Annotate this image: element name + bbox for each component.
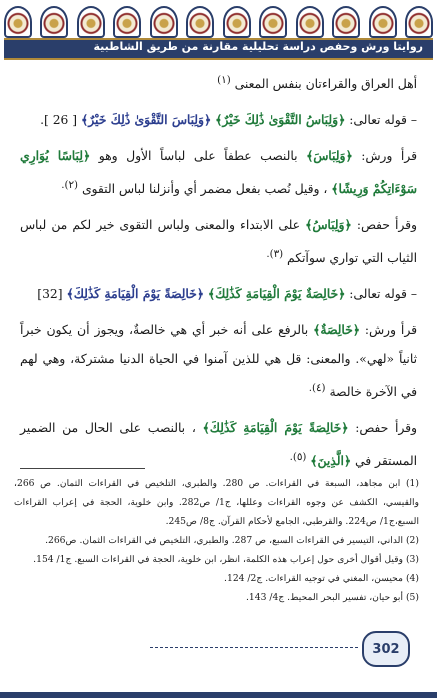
paragraph-1 — [20, 66, 417, 99]
footnote-ref: (٤). — [308, 382, 326, 395]
footnote-3: (3) وقيل أقوال أخرى حول إعراب هذه الكلمة، انظر، ابن خلوية، الحجة في القراءات السبع. ج1/ 154. — [33, 554, 419, 565]
text: ، بالنصب على الحال من الضمير المستقر في — [20, 421, 417, 469]
text: وقرأ حفص: — [356, 218, 417, 233]
text: قرأ ورش: — [364, 323, 417, 338]
footnote-ref: (٣). — [266, 248, 284, 261]
paragraph-2 — [20, 105, 417, 135]
ornament-icon — [223, 6, 251, 38]
paragraph-3 — [20, 141, 417, 204]
footnote-ref: (٥). — [289, 451, 307, 464]
ornament-icon — [113, 6, 141, 38]
page-footer — [0, 629, 437, 669]
footnote-4: (4) محيسن، المغني في توجيه القراءات. ج2/ 124. — [224, 573, 419, 584]
footnote-5: (5) أبو حيان، تفسير البحر المحيط. ج4/ 143. — [245, 592, 419, 603]
quran-word: ﴿الَّذِينَ﴾ — [310, 453, 352, 469]
ornament-icon — [296, 6, 324, 38]
header-ornament-row — [4, 6, 433, 36]
page-number: 302 — [362, 631, 410, 667]
ornament-icon — [259, 6, 287, 38]
paragraph-6 — [20, 315, 417, 407]
ornament-icon — [150, 6, 178, 38]
text: – قوله تعالى: — [349, 287, 417, 302]
footnote-separator — [20, 468, 145, 469]
quran-verse: ﴿خَالِصَةً يَوْمَ الْقِيَامَةِ كَذَٰلِكَ﴾ — [66, 286, 204, 302]
verse-number: [32] — [37, 287, 63, 302]
footnote-1: (1) ابن مجاهد، السبعة في القراءات. ص 280. والطبري، التلخيص في القراءات الثمان. ص 266، والقيسي، الكشف عن وجوه القراءات وعللها، ج1/ ص282. وابن خلوية، الحجة في إعراب القراءات السبع،ج1/ ص224. والقرطبي، الجامع لأحكام القرآن. ج8/ ص245. — [14, 478, 419, 527]
page-header — [0, 0, 437, 62]
footnotes — [14, 474, 419, 607]
text: ، وقيل نُصب بفعل مضمر أي وأنزلنا لباس التقوى — [81, 182, 328, 197]
text: قرأ ورش: — [361, 149, 417, 164]
paragraph-4 — [20, 210, 417, 273]
ornament-icon — [40, 6, 68, 38]
footer-rule — [150, 647, 358, 648]
ornament-icon — [4, 6, 32, 38]
ornament-icon — [369, 6, 397, 38]
ornament-icon — [186, 6, 214, 38]
quran-verse: ﴿خَالِصَةٌ يَوْمَ الْقِيَامَةِ كَذَٰلِكَ﴾ — [207, 286, 346, 302]
text: بالرفع على أنه خبر أي هي خالصةٌ، ويجوز أن يكون خبراً ثانياً «لهي». والمعنى: قل هي للذين آمنوا في الحياة الدنيا مشتركة، وهي لهم في الآخرة خالصة — [20, 323, 417, 400]
quran-word: ﴿خَالِصَةٌ﴾ — [313, 322, 360, 338]
quran-word: ﴿وَلِبَاسُ﴾ — [305, 217, 352, 233]
ornament-icon — [405, 6, 433, 38]
ornament-icon — [332, 6, 360, 38]
verse-number: [ 26 ]. — [40, 113, 78, 128]
quran-word: ﴿وَلِبَاسَ﴾ — [306, 148, 353, 164]
footnote-ref: (٢). — [61, 179, 79, 192]
text: وقرأ حفص: — [355, 421, 417, 436]
paragraph-7 — [20, 413, 417, 476]
paragraph-5 — [20, 279, 417, 309]
quran-verse: ﴿وَلِبَاسُ التَّقْوَىٰ ذَٰلِكَ خَيْرٌ﴾ — [215, 112, 346, 128]
text: على الابتداء والمعنى ولباس التقوى خير لكم من لباس الثياب التي تواري سوآتكم — [20, 218, 417, 266]
footnote-2: (2) الداني، التيسير في القراءات السبع، ص 287. والطبري، التلخيص في القراءات الثمان. ص266. — [45, 535, 419, 546]
text: بالنصب عطفاً على لباساً الأول وهو — [98, 149, 298, 164]
ornament-icon — [77, 6, 105, 38]
text: أهل العراق والقراءتان بنفس المعنى — [234, 77, 417, 92]
quran-verse: ﴿خَالِصَةً يَوْمَ الْقِيَامَةِ كَذَٰلِكَ﴾ — [202, 420, 349, 436]
running-title: روايتا ورش وحفص دراسة تحليلية مقارنة من طريق الشاطبية — [93, 40, 423, 53]
quran-verse: ﴿وَلِبَاسَ التَّقْوَىٰ ذَٰلِكَ خَيْرٌ﴾ — [81, 112, 212, 128]
text: – قوله تعالى: — [349, 113, 417, 128]
main-text — [20, 66, 417, 482]
bottom-bar — [0, 692, 437, 698]
quran-verse: ﴿لِبَاسًا يُوَارِي سَوْءَاتِكُمْ وَرِيشًا﴾ — [20, 148, 417, 197]
footnote-ref: (١) — [217, 74, 231, 86]
